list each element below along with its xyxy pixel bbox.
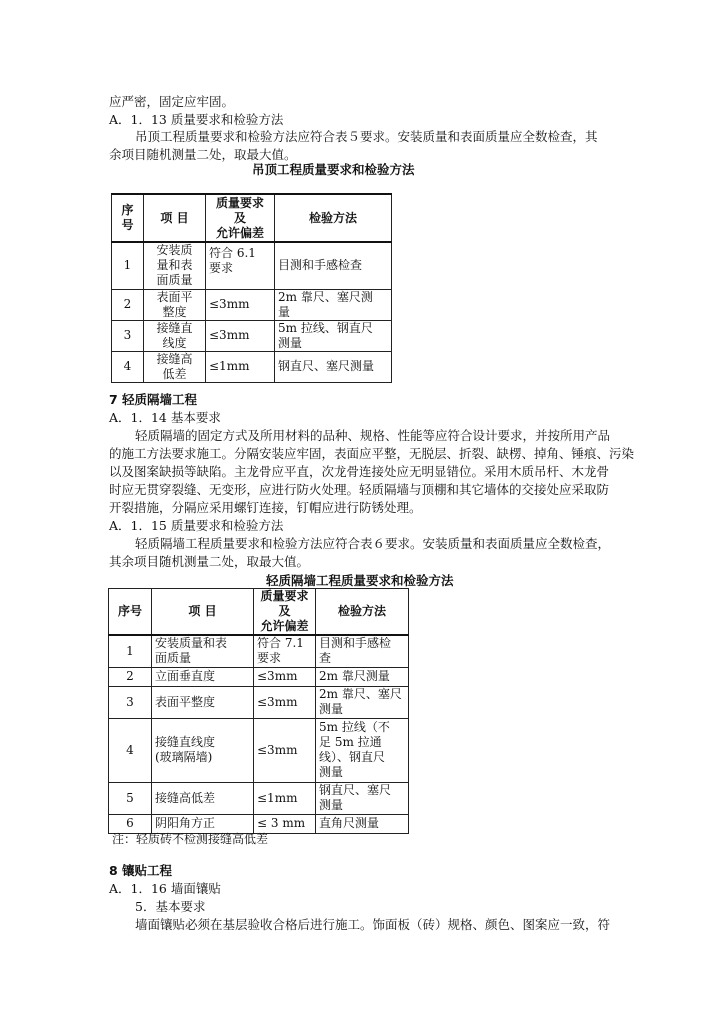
quality-table-ceiling <box>111 193 392 383</box>
subsection-heading: 5．基本要求 <box>135 899 206 914</box>
text-line: 开裂措施，分隔应采用螺钉连接，钉帽应进行防锈处理。 <box>109 500 422 515</box>
header-item: 项 目 <box>152 589 254 636</box>
section-number: A．1．16 墙面镶贴 <box>109 881 221 896</box>
header-requirement: 质量要求 及 允许偏差 <box>254 589 316 636</box>
section-heading: 8 镶贴工程 <box>109 863 173 878</box>
table-row: 3 表面平整度 ≤3mm 2m 靠尺、塞尺 测量 <box>109 686 409 718</box>
table-row: 2 表面平 整度 ≤3mm 2m 靠尺、塞尺测 量 <box>112 289 392 320</box>
header-seq: 序 号 <box>112 194 144 242</box>
table-row: 6 阴阳角方正 ≤ 3 mm 直角尺测量 <box>109 814 409 833</box>
text-line: 应严密，固定应牢固。 <box>109 94 235 109</box>
text-line: 余项目随机测量二处，取最大值。 <box>109 147 297 162</box>
text-line: 轻质隔墙工程质量要求和检验方法应符合表６要求。安装质量和表面质量应全数检查， <box>135 536 611 551</box>
text-line: 时应无贯穿裂缝、无变形，应进行防火处理。轻质隔墙与顶棚和其它墙体的交接处应采取防 <box>109 482 610 497</box>
section-number: A．1．14 基本要求 <box>109 410 221 425</box>
table-row: 1 安装质 量和表 面质量 符合 6.1 要求 目测和手感检查 <box>112 242 392 289</box>
table-title: 轻质隔墙工程质量要求和检验方法 <box>266 573 454 588</box>
header-item: 项 目 <box>144 194 206 242</box>
section-number: A．1．15 质量要求和检验方法 <box>109 518 284 533</box>
table-row: 1 安装质量和表 面质量 符合 7.1 要求 目测和手感检 查 <box>109 635 409 667</box>
header-seq: 序号 <box>109 589 152 636</box>
quality-table-partition <box>108 588 409 834</box>
text-line: 墙面镶贴必须在基层验收合格后进行施工。饰面板（砖）规格、颜色、图案应一致，符 <box>135 917 611 932</box>
header-requirement: 质量要求 及 允许偏差 <box>206 194 275 242</box>
table-row: 2 立面垂直度 ≤3mm 2m 靠尺测量 <box>109 667 409 686</box>
text-line: 以及图案缺损等缺陷。主龙骨应平直，次龙骨连接处应无明显错位。采用木质吊杆、木龙骨 <box>109 464 610 479</box>
table-note: 注：轻质砖不检测接缝高低差 <box>112 832 269 846</box>
text-line: 轻质隔墙的固定方式及所用材料的品种、规格、性能等应符合设计要求，并按所用产品 <box>135 428 611 443</box>
table-row: 4 接缝高 低差 ≤1mm 钢直尺、塞尺测量 <box>112 351 392 382</box>
table-row: 3 接缝直 线度 ≤3mm 5m 拉线、钢直尺 测量 <box>112 320 392 351</box>
section-heading: 7 轻质隔墙工程 <box>109 392 198 407</box>
table-row: 4 接缝直线度 (玻璃隔墙) ≤3mm 5m 拉线（不 足 5m 拉通 线）、钢直尺 测量 <box>109 718 409 782</box>
header-method: 检验方法 <box>275 194 392 242</box>
text-line: 其余项目随机测量二处，取最大值。 <box>109 554 310 569</box>
table-row: 5 接缝高低差 ≤1mm 钢直尺、塞尺 测量 <box>109 782 409 814</box>
text-line: 吊顶工程质量要求和检验方法应符合表５要求。安装质量和表面质量应全数检查，其 <box>135 129 598 144</box>
table-title: 吊顶工程质量要求和检验方法 <box>252 162 415 177</box>
text-line: 的施工方法要求施工。分隔安装应牢固，表面应平整，无脱层、折裂、缺楞、掉角、锤痕、污染 <box>109 446 635 461</box>
section-number: A．1．13 质量要求和检验方法 <box>109 112 284 127</box>
header-method: 检验方法 <box>316 589 409 636</box>
